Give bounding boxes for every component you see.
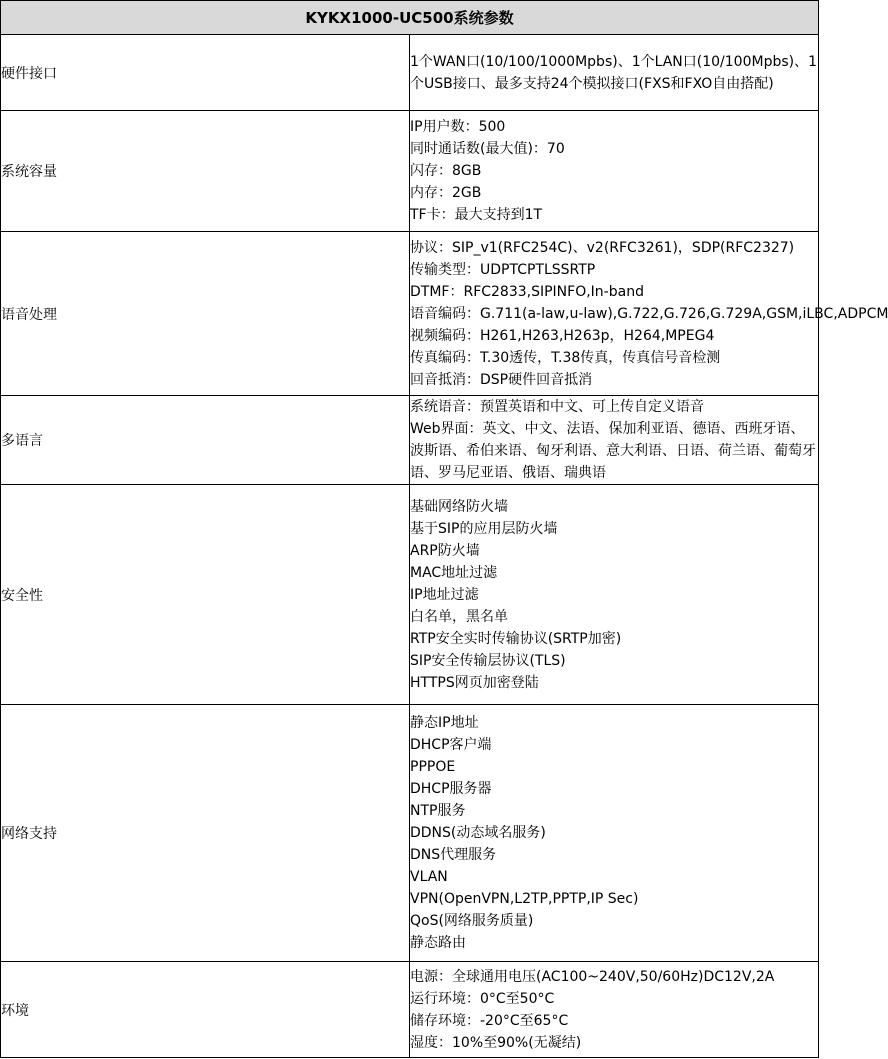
value-line: 系统语音：预置英语和中文、可上传自定义语音 bbox=[410, 399, 704, 415]
value-line: DNS代理服务 bbox=[410, 847, 497, 863]
value-line: MAC地址过滤 bbox=[410, 564, 498, 581]
value-line: NTP服务 bbox=[410, 803, 466, 819]
value-voice-processing bbox=[410, 232, 888, 396]
value-line: DHCP服务器 bbox=[410, 781, 492, 797]
value-line: 闪存：8GB bbox=[410, 163, 482, 179]
value-line: 视频编码：H261,H263,H263p，H264,MPEG4 bbox=[410, 327, 715, 344]
value-line: IP用户数：500 bbox=[410, 119, 506, 135]
value-line: QoS(网络服务质量) bbox=[410, 913, 534, 929]
value-environment bbox=[410, 962, 819, 1058]
category-environment: 环境 bbox=[1, 962, 410, 1058]
category-system-capacity: 系统容量 bbox=[1, 111, 410, 232]
value-security bbox=[410, 485, 819, 705]
table-title: KYKX1000-UC500系统参数 bbox=[1, 1, 819, 35]
value-line: 湿度：10%至90%(无凝结) bbox=[410, 1034, 582, 1051]
value-line: DTMF：RFC2833,SIPINFO,In-band bbox=[410, 283, 644, 300]
category-security: 安全性 bbox=[1, 485, 410, 705]
value-line: HTTPS网页加密登陆 bbox=[410, 674, 539, 691]
value-line: 静态IP地址 bbox=[410, 715, 479, 731]
value-line: VLAN bbox=[410, 869, 448, 885]
value-line: DDNS(动态域名服务) bbox=[410, 825, 546, 841]
value-line: 电源：全球通用电压(AC100~240V,50/60Hz)DC12V,2A bbox=[410, 968, 775, 985]
row-hardware-interface bbox=[1, 35, 819, 111]
value-line: 运行环境：0°C至50°C bbox=[410, 990, 555, 1007]
value-line: Web界面：英文、中文、法语、保加利亚语、德语、西班牙语、波斯语、希伯来语、匈牙利语、意大利语、日语、荷兰语、葡萄牙语、罗马尼亚语、俄语、瑞典语 bbox=[410, 421, 816, 481]
value-line: 协议：SIP_v1(RFC254C)、v2(RFC3261)，SDP(RFC2327) bbox=[410, 239, 795, 256]
row-environment bbox=[1, 962, 819, 1058]
value-line: DHCP客户端 bbox=[410, 737, 492, 753]
value-line: 内存：2GB bbox=[410, 185, 482, 201]
value-line: 基础网络防火墙 bbox=[410, 498, 508, 515]
category-multi-language: 多语言 bbox=[1, 396, 410, 485]
category-network-support: 网络支持 bbox=[1, 705, 410, 962]
value-line: 语音编码：G.711(a-law,u-law),G.722,G.726,G.729A,GSM,iLBC,ADPCM bbox=[410, 305, 888, 322]
value-line: 传输类型：UDPTCPTLSSRTP bbox=[410, 261, 596, 278]
row-multi-language bbox=[1, 396, 819, 485]
value-line: 传真编码：T.30透传，T.38传真，传真信号音检测 bbox=[410, 349, 721, 366]
value-line: 白名单，黑名单 bbox=[410, 608, 508, 625]
value-line: 静态路由 bbox=[410, 935, 466, 951]
value-line: PPPOE bbox=[410, 759, 456, 775]
value-line: IP地址过滤 bbox=[410, 586, 479, 603]
value-line: 基于SIP的应用层防火墙 bbox=[410, 520, 558, 537]
value-line: 储存环境：-20°C至65°C bbox=[410, 1012, 569, 1029]
value-line: VPN(OpenVPN,L2TP,PPTP,IP Sec) bbox=[410, 891, 639, 907]
row-security bbox=[1, 485, 819, 705]
value-system-capacity bbox=[410, 111, 819, 232]
title-row bbox=[1, 1, 819, 35]
value-multi-language bbox=[410, 396, 819, 485]
value-line: 回音抵消：DSP硬件回音抵消 bbox=[410, 371, 593, 388]
value-line: RTP安全实时传输协议(SRTP加密) bbox=[410, 630, 622, 647]
category-hardware-interface: 硬件接口 bbox=[1, 35, 410, 111]
value-line: 同时通话数(最大值)：70 bbox=[410, 141, 565, 157]
row-network-support bbox=[1, 705, 819, 962]
category-voice-processing: 语音处理 bbox=[1, 232, 410, 396]
value-line: 1个WAN口(10/100/1000Mpbs)、1个LAN口(10/100Mpbs)、1个USB接口、最多支持24个模拟接口(FXS和FXO自由搭配) bbox=[410, 53, 818, 92]
value-line: ARP防火墙 bbox=[410, 542, 480, 559]
value-hardware-interface bbox=[410, 35, 819, 111]
value-line: SIP安全传输层协议(TLS) bbox=[410, 652, 566, 669]
value-network-support bbox=[410, 705, 819, 962]
value-line: TF卡：最大支持到1T bbox=[410, 207, 543, 223]
row-system-capacity bbox=[1, 111, 819, 232]
row-voice-processing bbox=[1, 232, 819, 396]
